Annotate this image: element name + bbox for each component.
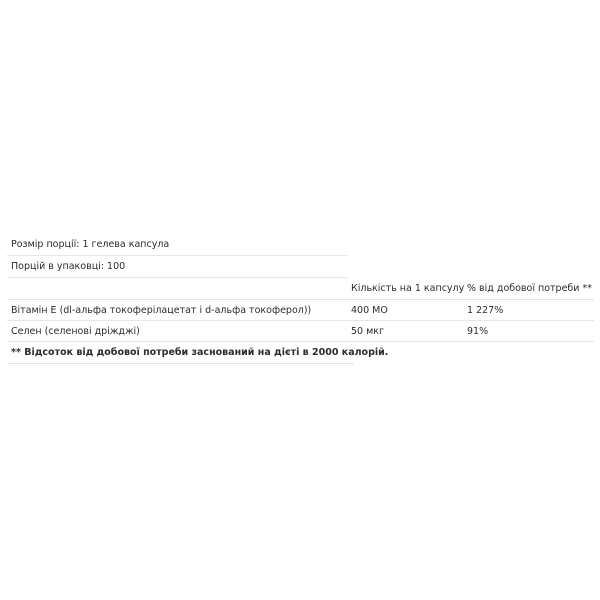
nutrient-amount: 400 МО xyxy=(351,304,388,316)
nutrient-daily-value: 1 227% xyxy=(467,304,504,316)
daily-value-footnote: ** Відсоток від добової потреби заснований на дієті в 2000 калорій. xyxy=(11,347,389,358)
serving-size-row xyxy=(7,234,347,256)
amount-column-header: Кількість на 1 капсулу xyxy=(351,283,465,294)
table-header-row xyxy=(7,278,594,300)
daily-value-column-header: % від добової потреби ** xyxy=(467,283,592,294)
supplement-facts-table xyxy=(7,234,594,364)
nutrient-amount: 50 мкг xyxy=(351,325,385,337)
servings-per-container: Порцій в упаковці: 100 xyxy=(11,261,126,272)
serving-size: Розмір порції: 1 гелева капсула xyxy=(11,239,170,250)
footnote-row xyxy=(7,342,389,364)
nutrient-name: Вітамін Е (dl-альфа токоферілацетат і d-альфа токоферол)) xyxy=(11,304,312,316)
nutrient-name: Селен (селенові дріжджі) xyxy=(11,325,140,337)
nutrient-row-vitamin-e xyxy=(7,300,594,321)
servings-per-container-row xyxy=(7,256,347,278)
nutrient-row-selenium xyxy=(7,321,594,342)
nutrient-daily-value: 91% xyxy=(467,325,489,337)
